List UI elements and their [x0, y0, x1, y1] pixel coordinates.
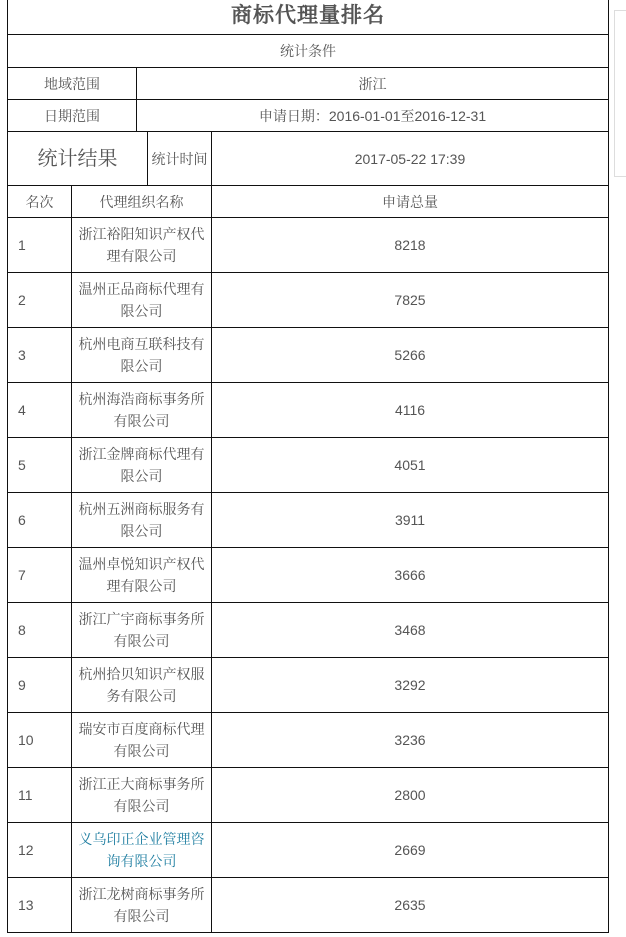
- org-name-cell: [72, 548, 212, 603]
- org-name-text: 杭州五洲商标服务有限公司: [78, 501, 205, 539]
- total-cell: 3911: [212, 493, 609, 548]
- rank-cell: 2: [8, 273, 72, 328]
- rank-cell: 11: [8, 768, 72, 823]
- org-name-text: 浙江金牌商标代理有限公司: [78, 446, 205, 484]
- table-row: [8, 878, 609, 933]
- date-label: 日期范围: [8, 100, 137, 132]
- table-row: [8, 493, 609, 548]
- total-cell: 8218: [212, 218, 609, 273]
- region-value: 浙江: [137, 68, 609, 100]
- org-name-text: 浙江龙树商标事务所有限公司: [78, 886, 205, 924]
- rank-cell: 9: [8, 658, 72, 713]
- region-label: 地域范围: [8, 68, 137, 100]
- org-name-cell: [72, 658, 212, 713]
- org-name-text: 杭州拾贝知识产权服务有限公司: [78, 666, 205, 704]
- total-cell: 2635: [212, 878, 609, 933]
- total-cell: 4051: [212, 438, 609, 493]
- total-cell: 4116: [212, 383, 609, 438]
- org-name-text: 浙江裕阳知识产权代理有限公司: [78, 226, 205, 264]
- org-name-text: 杭州电商互联科技有限公司: [78, 336, 205, 374]
- result-label: 统计结果: [8, 132, 148, 186]
- rank-cell: 4: [8, 383, 72, 438]
- rank-cell: 12: [8, 823, 72, 878]
- table-row: [8, 383, 609, 438]
- total-cell: 2669: [212, 823, 609, 878]
- org-name-text: 温州正品商标代理有限公司: [78, 281, 205, 319]
- table-row: [8, 713, 609, 768]
- org-name-link[interactable]: 义乌印正企业管理咨询有限公司: [78, 831, 205, 869]
- table-row: [8, 823, 609, 878]
- page-title: 商标代理量排名: [8, 0, 609, 35]
- org-name-cell: [72, 493, 212, 548]
- table-row: [8, 438, 609, 493]
- table-header-row: [8, 186, 609, 218]
- table-row: [8, 768, 609, 823]
- rank-cell: 13: [8, 878, 72, 933]
- org-name-cell: [72, 603, 212, 658]
- table-row: [8, 328, 609, 383]
- ranking-table: [7, 0, 609, 933]
- column-header-org: 代理组织名称: [72, 186, 212, 218]
- table-row: [8, 548, 609, 603]
- org-name-cell: [72, 438, 212, 493]
- total-cell: 5266: [212, 328, 609, 383]
- org-name-cell: [72, 383, 212, 438]
- org-name-text: 浙江正大商标事务所有限公司: [78, 776, 205, 814]
- stat-time-label: 统计时间: [148, 132, 212, 186]
- rank-cell: 1: [8, 218, 72, 273]
- table-row: [8, 658, 609, 713]
- table-row: [8, 603, 609, 658]
- total-cell: 3666: [212, 548, 609, 603]
- total-cell: 3236: [212, 713, 609, 768]
- side-panel: [614, 10, 626, 177]
- table-row: [8, 273, 609, 328]
- org-name-cell: [72, 273, 212, 328]
- conditions-header: 统计条件: [8, 35, 609, 68]
- org-name-cell[interactable]: [72, 823, 212, 878]
- org-name-text: 温州卓悦知识产权代理有限公司: [78, 556, 205, 594]
- total-cell: 2800: [212, 768, 609, 823]
- column-header-rank: 名次: [8, 186, 72, 218]
- org-name-text: 瑞安市百度商标代理有限公司: [78, 721, 205, 759]
- total-cell: 7825: [212, 273, 609, 328]
- total-cell: 3292: [212, 658, 609, 713]
- org-name-cell: [72, 878, 212, 933]
- org-name-text: 杭州海浩商标事务所有限公司: [78, 391, 205, 429]
- org-name-cell: [72, 713, 212, 768]
- rank-cell: 10: [8, 713, 72, 768]
- rank-cell: 8: [8, 603, 72, 658]
- rank-cell: 7: [8, 548, 72, 603]
- ranking-report: [7, 0, 608, 933]
- date-value: 申请日期：2016-01-01至2016-12-31: [137, 100, 609, 132]
- rank-cell: 5: [8, 438, 72, 493]
- table-row: [8, 218, 609, 273]
- stat-time-value: 2017-05-22 17:39: [212, 132, 609, 186]
- total-cell: 3468: [212, 603, 609, 658]
- rank-cell: 6: [8, 493, 72, 548]
- column-header-total: 申请总量: [212, 186, 609, 218]
- org-name-cell: [72, 218, 212, 273]
- rank-cell: 3: [8, 328, 72, 383]
- org-name-cell: [72, 328, 212, 383]
- org-name-text: 浙江广宇商标事务所有限公司: [78, 611, 205, 649]
- org-name-cell: [72, 768, 212, 823]
